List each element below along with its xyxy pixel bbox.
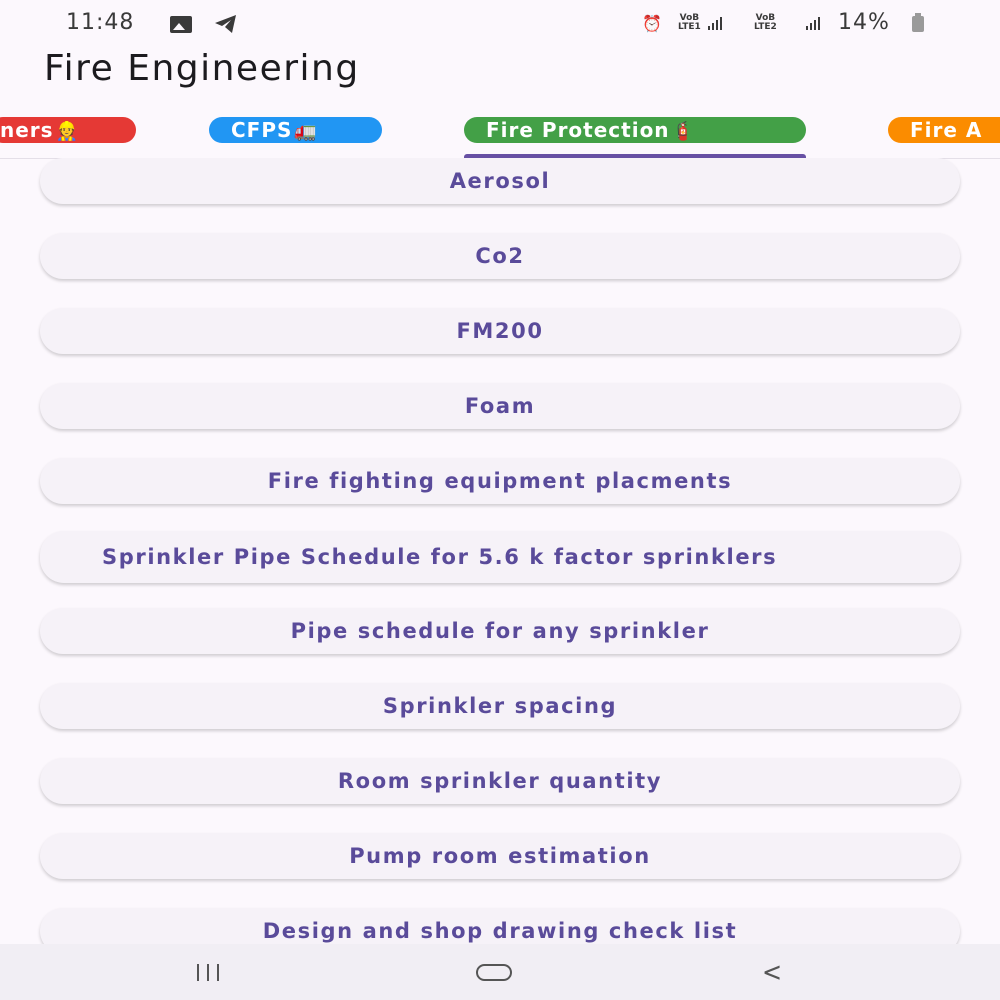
topic-list [0, 158, 1000, 944]
list-item-co2[interactable]: Co2 [40, 233, 960, 279]
list-item-pipe-schedule-any[interactable]: Pipe schedule for any sprinkler [40, 608, 960, 654]
signal-icon [806, 16, 820, 30]
list-item-pump-room-estimation[interactable]: Pump room estimation [40, 833, 960, 879]
navigation-bar [0, 944, 1000, 1000]
recents-icon[interactable] [197, 964, 219, 981]
app-title: Fire Engineering [44, 48, 360, 89]
status-bar [0, 0, 1000, 46]
tab-label: Fire A [910, 118, 983, 142]
status-time: 11:48 [66, 10, 135, 35]
battery-icon [912, 16, 924, 32]
tab-fire-protection[interactable] [464, 117, 806, 143]
list-item-fm200[interactable]: FM200 [40, 308, 960, 354]
engineer-icon: 👷 [55, 121, 79, 142]
tab-fire-alarm[interactable] [888, 117, 1000, 143]
list-item-foam[interactable]: Foam [40, 383, 960, 429]
list-item-aerosol[interactable]: Aerosol [40, 158, 960, 204]
truck-icon: 🚛 [294, 121, 318, 142]
gallery-icon [170, 16, 192, 33]
list-item-pipe-schedule-5-6k[interactable]: Sprinkler Pipe Schedule for 5.6 k factor sprinklers [40, 531, 960, 583]
home-icon[interactable] [476, 964, 512, 981]
alarm-icon: ⏰ [642, 14, 662, 33]
back-icon[interactable]: < [762, 956, 783, 988]
extinguisher-icon: 🧯 [671, 121, 695, 142]
list-item-room-sprinkler-quantity[interactable]: Room sprinkler quantity [40, 758, 960, 804]
network-indicator-1: VoB LTE1 [678, 13, 701, 32]
battery-percent: 14% [838, 10, 890, 35]
tab-cfps[interactable] [209, 117, 382, 143]
tab-bar [0, 110, 1000, 159]
signal-icon [708, 16, 722, 30]
network-indicator-2: VoB LTE2 [754, 13, 777, 32]
tab-engineers[interactable] [0, 117, 136, 143]
telegram-icon [214, 14, 238, 34]
list-item-equipment-placements[interactable]: Fire fighting equipment placments [40, 458, 960, 504]
list-item-sprinkler-spacing[interactable]: Sprinkler spacing [40, 683, 960, 729]
tab-label: Fire Protection [486, 118, 670, 142]
tab-label: CFPS [231, 118, 293, 142]
tab-label: ners [0, 118, 54, 142]
list-item-design-checklist[interactable]: Design and shop drawing check list [40, 908, 960, 944]
